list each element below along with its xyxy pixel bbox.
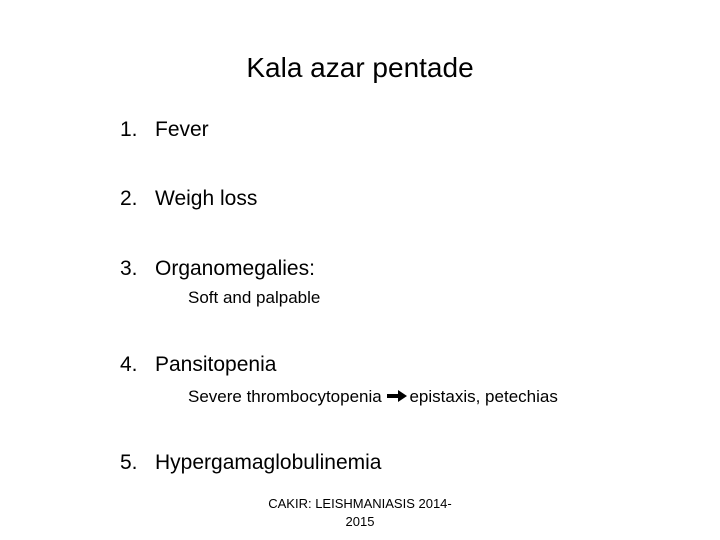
arrow-right-icon	[386, 389, 408, 403]
list-item-number: 5.	[120, 451, 138, 474]
subitem-effect: epistaxis, petechias	[409, 387, 558, 406]
list-item-organomegalies	[120, 256, 315, 282]
list-item-number: 2.	[120, 187, 138, 210]
list-item-number: 4.	[120, 353, 138, 376]
subitem-pansitopenia	[188, 386, 558, 408]
list-item-text: Organomegalies:	[155, 257, 315, 280]
list-item-number: 1.	[120, 118, 138, 141]
list-item-text: Fever	[155, 118, 209, 141]
slide-footer	[250, 495, 470, 531]
footer-line-1: CAKIR: LEISHMANIASIS 2014-	[268, 496, 452, 511]
slide-title: Kala azar pentade	[246, 52, 474, 83]
subitem-organomegalies: Soft and palpable	[188, 288, 321, 307]
list-item-pansitopenia	[120, 352, 276, 378]
list-item-number: 3.	[120, 257, 138, 280]
list-item-fever	[120, 117, 209, 143]
list-item-weight-loss	[120, 186, 257, 212]
footer-line-2: 2015	[345, 514, 375, 529]
list-item-hypergamaglobulinemia	[120, 450, 381, 476]
subitem-cause: Severe thrombocytopenia	[188, 387, 382, 406]
list-item-text: Pansitopenia	[155, 353, 277, 376]
list-item-text: Weigh loss	[155, 187, 258, 210]
list-item-text: Hypergamaglobulinemia	[155, 451, 382, 474]
